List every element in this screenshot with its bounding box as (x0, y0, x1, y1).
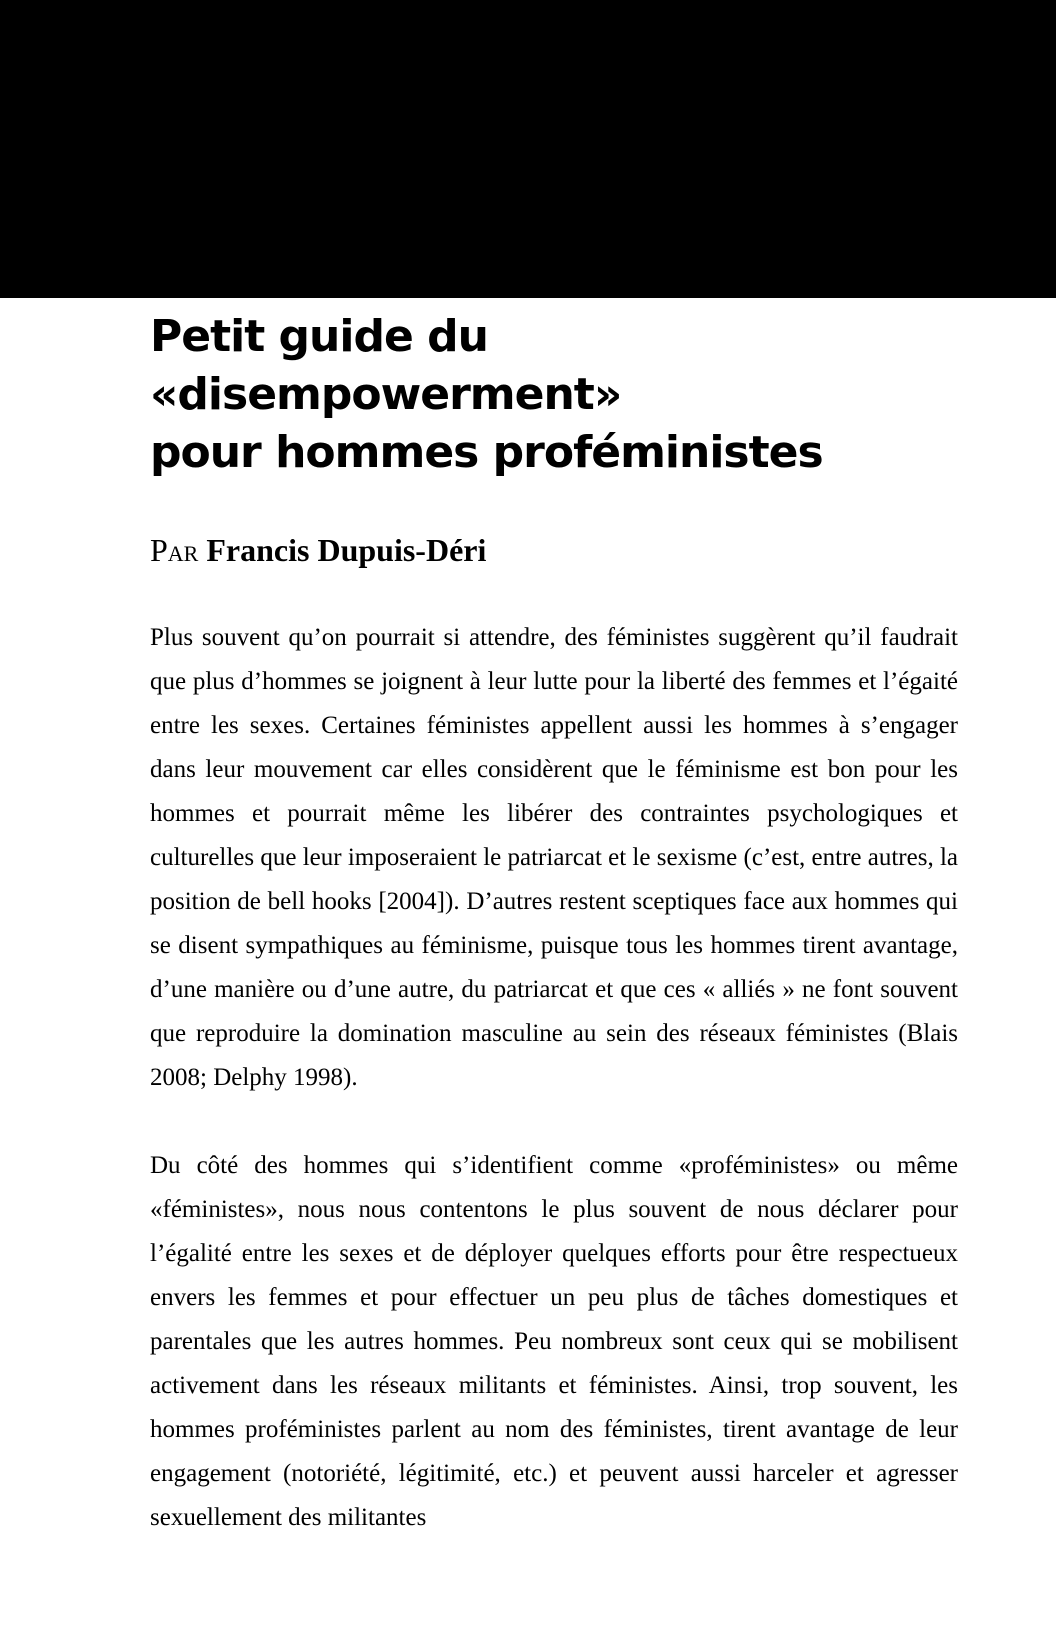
title-line-2: pour hommes proféministes (150, 427, 823, 478)
header-black-band (0, 0, 1056, 298)
paragraph-1: Plus souvent qu’on pourrait si attendre, des féministes suggèrent qu’il faudrait que plus d’hommes se joignent à leur lutte pour la liberté des femmes et l’égaité entre les sexes. Certaines féministes appellent aussi les hommes à s’engager dans leur mouvement car elles considèrent que le féminisme est bon pour les hommes et pourrait même les libérer des contraintes psychologiques et culturelles que leur imposeraient le patriarcat et le sexisme (c’est, entre autres, la position de bell hooks [2004]). D’autres restent sceptiques face aux hommes qui se disent sympathiques au féminisme, puisque tous les hommes tirent avantage, d’une manière ou d’une autre, du patriarcat et que ces « alliés » ne font souvent que reproduire la domination masculine au sein des réseaux féministes (Blais 2008; Delphy 1998). (150, 624, 958, 1091)
article-title (150, 308, 958, 482)
paragraph-2: Du côté des hommes qui s’identifient comme «proféministes» ou même «féministes», nous nous contentons le plus souvent de nous déclarer pour l’égalité entre les sexes et de déployer quelques efforts pour être respectueux envers les femmes et pour effectuer un peu plus de tâches domestiques et parentales que les autres hommes. Peu nombreux sont ceux qui se mobilisent activement dans les réseaux militants et féministes. Ainsi, trop souvent, les hommes proféministes parlent au nom des féministes, tirent avantage de leur engagement (notoriété, légitimité, etc.) et peuvent aussi harceler et agresser sexuellement des militantes (150, 1152, 958, 1531)
byline (150, 530, 958, 570)
author-name: Francis Dupuis-Déri (206, 532, 487, 568)
byline-prefix: Par (150, 532, 199, 568)
title-line-1: Petit guide du «disempowerment» (150, 311, 622, 420)
article (150, 308, 958, 1540)
